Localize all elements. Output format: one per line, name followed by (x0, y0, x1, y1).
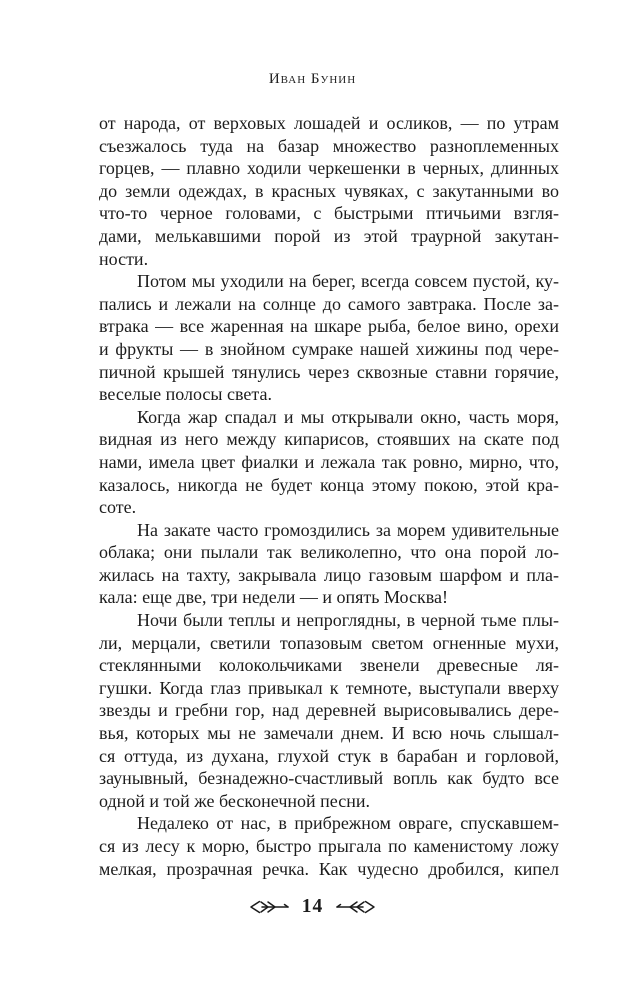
text-line: ности. (99, 248, 149, 269)
running-header: Иван Бунин (268, 71, 357, 87)
paragraph (99, 270, 559, 406)
text-line: одной и той же бесконечной песни. (99, 790, 370, 811)
text-line: Когда жар спадал и мы открывали окно, часть моря, (137, 406, 559, 427)
paragraph (99, 609, 559, 812)
text-line: горцев, — плавно ходили черкешенки в черных, длинных (99, 158, 559, 179)
body-text (99, 112, 559, 880)
paragraph (99, 406, 559, 519)
text-line: дами, мелькавшими порой из этой траурной закутан- (99, 225, 559, 246)
text-line: и фрукты — в знойном сумраке нашей хижины под чере- (99, 338, 559, 359)
paragraph (99, 519, 559, 609)
fleuron-right-icon (336, 900, 376, 914)
text-line: заунывный, безнадежно-счастливый вопль как будто все (99, 768, 559, 789)
fleuron-left-icon (249, 900, 289, 914)
text-line: жилась на тахту, закрывала лицо газовым шарфом и пла- (99, 564, 559, 585)
text-line: веселые полосы света. (99, 384, 272, 405)
text-line: ся оттуда, из духана, глухой стук в барабан и горловой, (99, 745, 559, 766)
text-line: облака; они пылали так великолепно, что она порой ло- (99, 542, 559, 563)
text-line: от народа, от верховых лошадей и осликов, — по утрам (99, 113, 559, 133)
text-line: гушки. Когда глаз привыкал к темноте, выступали вверху (99, 677, 559, 698)
text-line: втрака — все жаренная на шкаре рыба, белое вино, орехи (99, 316, 559, 337)
text-line: видная из него между кипарисов, стоявших на скате под (99, 429, 559, 450)
text-line: мелкая, прозрачная речка. Как чудесно дробился, кипел (99, 858, 559, 879)
text-line: Ночи были теплы и непроглядны, в черной тьме плы- (137, 610, 559, 631)
text-line: На закате часто громоздились за морем удивительные (137, 519, 559, 540)
text-line: казалось, никогда не будет конца этому покою, этой кра- (99, 474, 559, 495)
paragraph (99, 812, 559, 880)
page-footer (0, 896, 625, 918)
text-line: соте. (99, 497, 137, 518)
text-line: до земли одеждах, в красных чувяках, с закутанными во (99, 180, 559, 201)
text-line: кала: еще две, три недели — и опять Москва! (99, 587, 448, 608)
page-number: 14 (301, 896, 324, 917)
text-line: съезжалось туда на базар множество разноплеменных (99, 135, 559, 156)
text-line: пались и лежали на солнце до самого завтрака. После за- (99, 293, 559, 314)
text-line: стеклянными колокольчиками звенели древесные ля- (99, 655, 559, 676)
text-line: ся из лесу к морю, быстро прыгала по каменистому ложу (99, 836, 559, 856)
text-line: пичной крышей тянулись через сквозные ставни горячие, (99, 361, 559, 382)
text-line: Недалеко от нас, в прибрежном овраге, спускавшем- (137, 813, 559, 834)
paragraph (99, 112, 559, 270)
text-line: нами, имела цвет фиалки и лежала так ровно, мирно, что, (99, 451, 559, 472)
text-line: Потом мы уходили на берег, всегда совсем пустой, ку- (137, 271, 559, 292)
text-line: вья, которых мы не замечали днем. И всю ночь слышал- (99, 723, 559, 744)
text-line: ли, мерцали, светили топазовым светом огненные мухи, (99, 632, 559, 653)
text-line: что-то черное головами, с быстрыми птичьими взгля- (99, 203, 559, 224)
text-line: звезды и гребни гор, над деревней вырисовывались дере- (99, 700, 559, 721)
